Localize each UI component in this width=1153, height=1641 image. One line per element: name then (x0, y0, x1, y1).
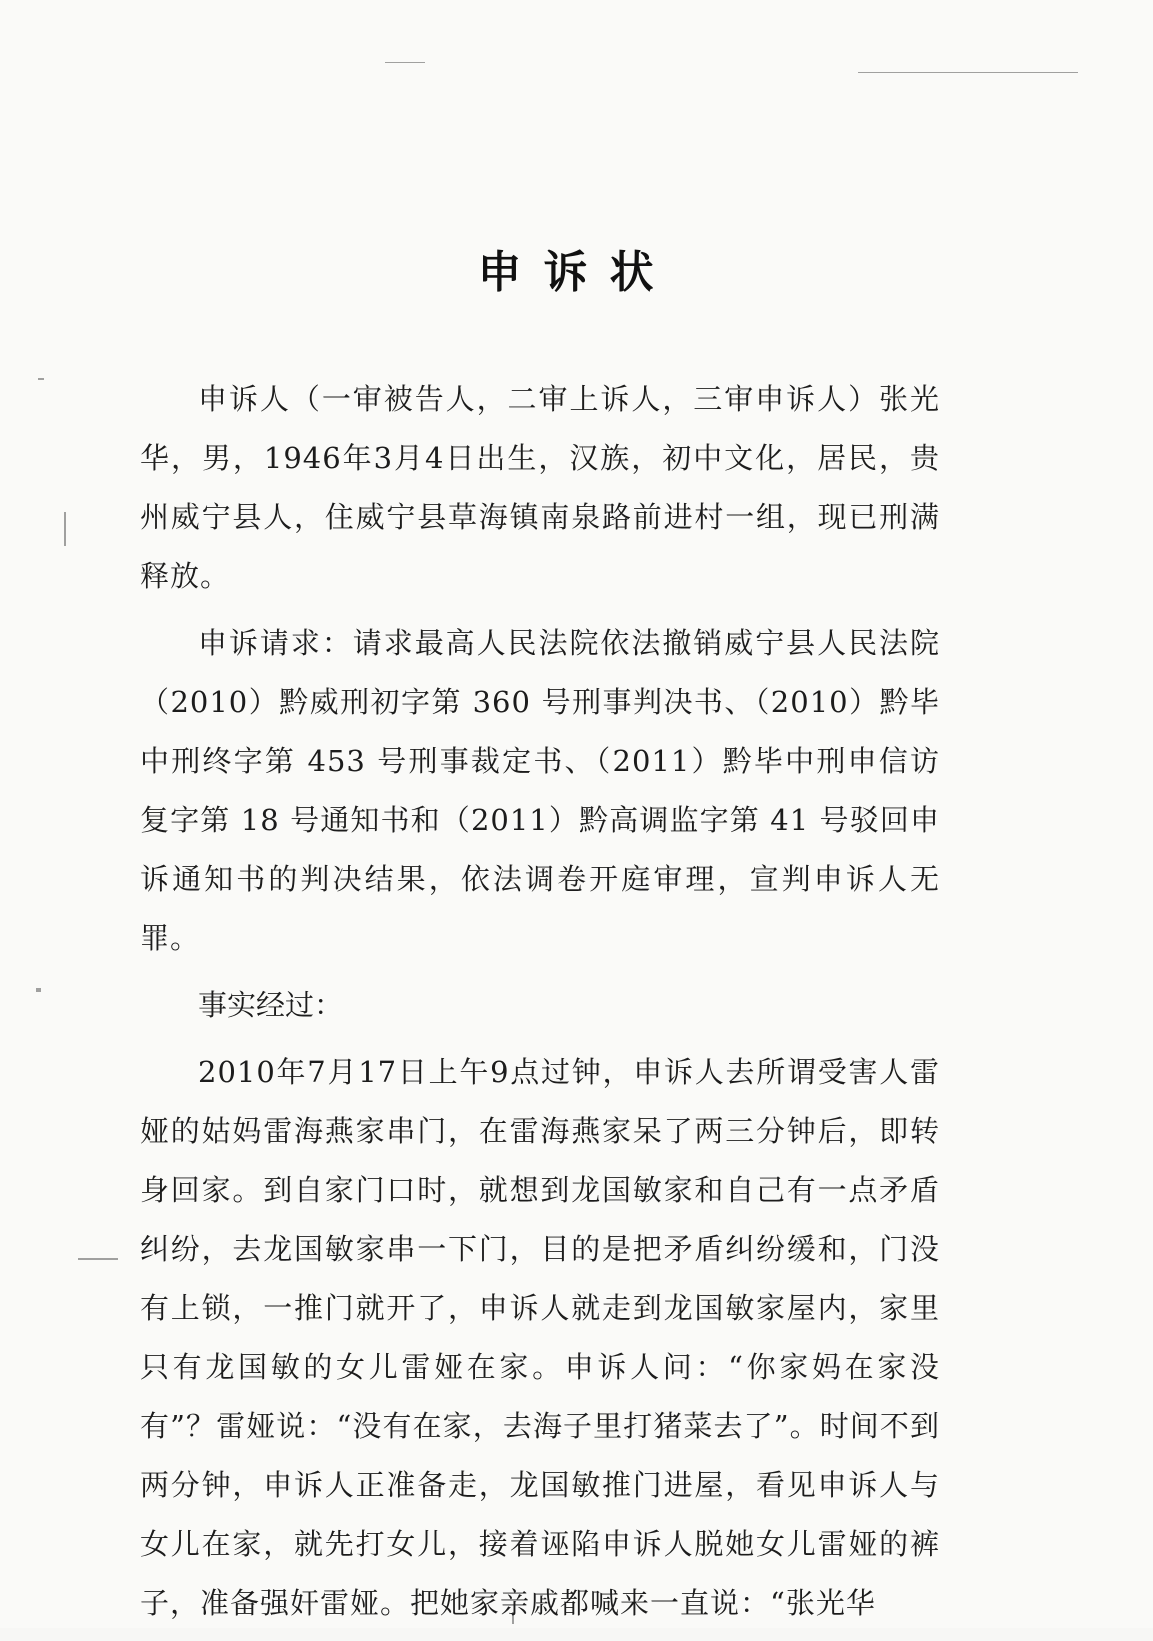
scan-artifact (38, 378, 44, 380)
facts-heading: 事实经过： (198, 988, 344, 1022)
document-title: 申诉状 (477, 247, 676, 298)
scan-artifact (36, 988, 41, 992)
scan-artifact (858, 72, 1078, 73)
scan-artifact (78, 1258, 118, 1260)
document-body (140, 370, 940, 1641)
appellant-info-paragraph: 申诉人（一审被告人，二审上诉人，三审申诉人）张光华，男，1946年3月4日出生，汉族，初中文化，居民，贵州威宁县人，住威宁县草海镇南泉路前进村一组，现已刑满释放。 (140, 382, 940, 593)
scan-artifact (385, 62, 425, 63)
scan-artifact (64, 512, 66, 546)
appeal-request-paragraph: 申诉请求：请求最高人民法院依法撤销威宁县人民法院（2010）黔威刑初字第 360 号刑事判决书、（2010）黔毕中刑终字第 453 号刑事裁定书、（2011）黔毕中刑申信访复字第 18 号通知书和（2011）黔高调监字第 41 号驳回申诉通知书的判决结果，依法调卷开庭审理，宣判申诉人无罪。 (140, 626, 940, 955)
facts-paragraph: 2010年7月17日上午9点过钟，申诉人去所谓受害人雷娅的姑妈雷海燕家串门，在雷海燕家呆了两三分钟后，即转身回家。到自家门口时，就想到龙国敏家和自己有一点矛盾纠纷，去龙国敏家串一下门，目的是把矛盾纠纷缓和，门没有上锁，一推门就开了，申诉人就走到龙国敏家屋内，家里只有龙国敏的女儿雷娅在家。申诉人问：“你家妈在家没有”？雷娅说：“没有在家，去海子里打猪菜去了”。时间不到两分钟，申诉人正准备走，龙国敏推门进屋，看见申诉人与女儿在家，就先打女儿，接着诬陷申诉人脱她女儿雷娅的裤子，准备强奸雷娅。把她家亲戚都喊来一直说：“张光华 (140, 1055, 940, 1620)
